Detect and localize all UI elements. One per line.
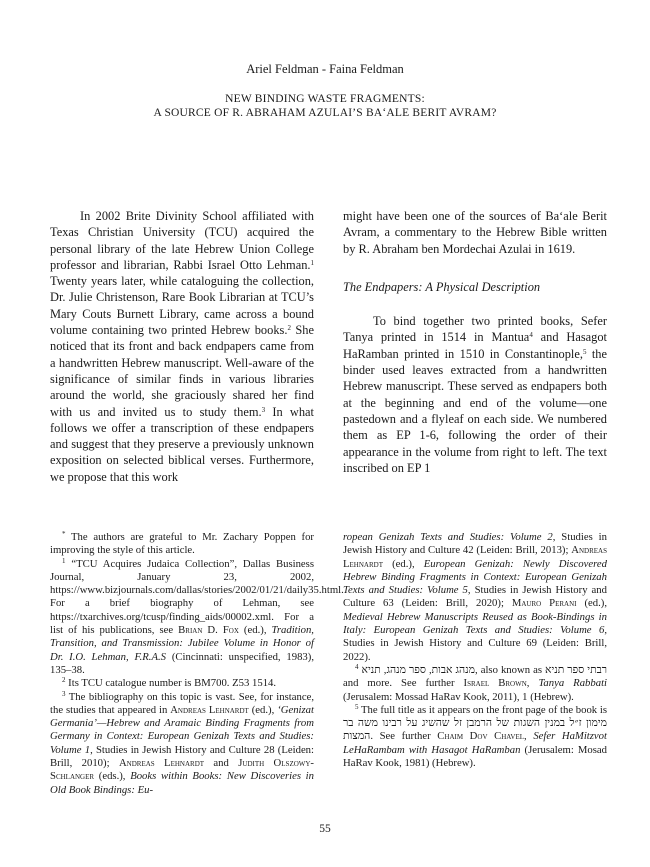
body-paragraph [50,208,314,485]
footnote-mark: * [62,530,66,538]
footnote [50,556,344,678]
footnote-ref[interactable]: 5 [582,347,587,356]
hebrew-text: רבתי [587,663,608,676]
body-paragraph [343,313,607,476]
body-column-left [50,208,314,485]
text-run: , Studies in Jewish History and Culture 42 (Leiden: Brill, 2013); [343,531,607,557]
title-line-1: NEW BINDING WASTE FRAGMENTS: [225,93,425,105]
footnote [50,531,314,558]
text-run: (Cincinnati: unspecified, 1983), 135–38. [50,650,314,676]
hebrew-text: השגות של הרמבן זל שהשיג על רבינו משה בר [343,717,541,730]
footnote-ref[interactable]: 3 [261,405,266,414]
body-column-right [343,208,607,476]
article-title [0,92,650,120]
author-name: Judith Olszowy-Schlanger [50,757,314,783]
text-run: , [524,730,534,743]
page-number: 55 [319,823,331,835]
text-run: , [526,677,539,690]
author-name: Brian D. Fox [178,624,239,637]
text-run: the binder used leaves extracted from a handwritten Hebrew manuscript. These served as endpapers both at the beginning and end of the volume—one pastedown and a flyleaf on each side. We numbered them as EP 1-6, following the order of their appearance in the volume from right to left. The text inscribed on EP 1 [343,346,607,475]
footnote-mark: 4 [355,662,359,671]
author-name: Mauro Perani [511,597,577,610]
footnote [343,704,607,770]
hebrew-text: מימון ז״ל במנין המצות [343,717,608,743]
title-line-2: A SOURCE OF R. ABRAHAM AZULAI’S BA‘ALE BERIT AVRAM? [153,107,497,119]
text-run: The full title as it appears on the front page of the book is [358,703,607,716]
book-title: ropean Genizah Texts and Studies: Volume 2 [343,531,553,543]
text-run: (ed.), [576,597,607,610]
footnote [50,691,314,797]
footnote [343,664,607,704]
footnote-mark: 5 [355,702,359,711]
book-title: Medieval Hebrew Manuscripts Reused as Book-Bindings in Italy: European Genizah Texts and Studies: Volume 6 [343,610,607,637]
body-paragraph: might have been one of the sources of Ba‘ale Berit Avram, a commentary to the Hebrew Bible written by R. Abraham ben Mordechai Azulai in 1619. [343,209,607,256]
text-run: “TCU Acquires Judaica Collection”, Dallas Business Journal, January 23, 2002, https://www.bizjournals.com/dallas/stories/2002/01/21/daily35.html. For a brief biography of Lehman, see https://txarchives.org/tcusp/finding_aids/00002.xml. For a list of his publications, see [50,557,344,637]
text-run: She noticed that its front and back endpapers came from a handwritten Hebrew manuscript. Well-aware of the significance of similar finds in various libraries around the world, she graciously shared her find with us and invited us to study them. [50,323,314,419]
text-run: and more. See further [343,677,464,690]
footnote-mark: 3 [62,689,66,698]
footnote-continued [343,531,607,664]
text-run: The authors are grateful to Mr. Zachary Poppen for improving the style of this article. [50,531,314,557]
text-run: . See further [370,730,438,743]
footnote-mark: 1 [62,556,66,565]
footnote-ref[interactable]: 4 [529,331,533,340]
text-run: and Hasagot HaRamban printed in 1510 in Constantinople, [343,330,607,361]
text-run: Twenty years later, while cataloguing the collection, Dr. Julie Christenson, Rare Book Librarian at TCU’s Mary Couts Burnett Library, came across a bound volume containing two printed Hebrew books. [50,274,314,338]
footnote-ref[interactable]: 2 [287,324,291,333]
author-name: Israel Brown [463,677,527,690]
footnotes-left [50,530,344,797]
footnote [50,677,314,690]
footnote-ref[interactable]: 1 [310,258,314,267]
text-run: To bind together two printed books, Sefer Tanya printed in 1514 in Mantua [343,314,607,345]
text-run: , Studies in Jewish History and Culture 28 (Leiden: Brill, 2010); [50,743,314,770]
text-run: (ed.), [238,624,272,637]
author-name: Andreas Lehnardt [170,703,249,716]
text-run: and [204,757,239,770]
book-title: Tradition, Transition, and Transmission: Jubilee Volume in Honor of Dr. I.O. Lehman, F.R.A.S [50,624,314,663]
footnote-mark: 2 [62,676,66,685]
book-title: Sefer HaMitzvot LeHaRambam with Hasagot HaRamban [343,730,607,756]
text-run: (ed.), [382,557,424,570]
text-run: In what follows we offer a transcription of these endpapers and suggest that they preserve a previously unknown exposition on selected biblical verses. Furthermore, we propose that this work [50,404,314,484]
text-run: (Jerusalem: Mosad HaRav Kook, 1981) (Hebrew). [343,743,608,770]
text-run: , Studies in Jewish History and Culture 69 (Leiden: Brill, 2022). [343,624,607,663]
running-head-authors: Ariel Feldman - Faina Feldman [246,62,404,76]
text-run: , also known as [474,663,546,676]
hebrew-text: מנהג אבות, ספר מנהג, תניא [358,663,475,676]
book-title: Books within Books: New Discoveries in Old Book Bindings: Eu- [50,770,314,796]
author-name: Andreas Lehnardt [343,544,607,570]
book-title: ‘Genizat Germania’—Hebrew and Aramaic Binding Fragments from Germany in Context: European Genizah Texts and Studies: Volume 1 [50,703,314,756]
text-run: In 2002 Brite Divinity School affiliated with Texas Christian University (TCU) acquired the personal library of the late Hebrew Union College professor and librarian, Rabbi Israel Otto Lehman. [50,209,314,272]
footnotes-right [343,531,607,770]
author-name: Chaim Dov Chavel [437,730,525,743]
author-name: Andreas Lehnardt [118,757,205,770]
text-run: (eds.), [94,770,131,783]
hebrew-text: ספר תניא [545,663,585,676]
text-run: The bibliography on this topic is vast. See, for instance, the studies that appeared in [50,690,314,716]
book-title: European Genizah: Newly Discovered Hebrew Binding Fragments in Context: European Genizah Texts and Studies: Volume 5 [343,557,607,597]
text-run: (Jerusalem: Mossad HaRav Kook, 2011), 1 (Hebrew). [343,690,574,703]
text-run: (ed.), [248,703,278,716]
text-run: Its TCU catalogue number is BM700. Z53 1514. [65,677,277,690]
section-heading: The Endpapers: A Physical Description [343,279,541,294]
book-title: Tanya Rabbati [538,677,608,690]
text-run: , Studies in Jewish History and Culture 63 (Leiden: Brill, 2020); [343,584,607,610]
